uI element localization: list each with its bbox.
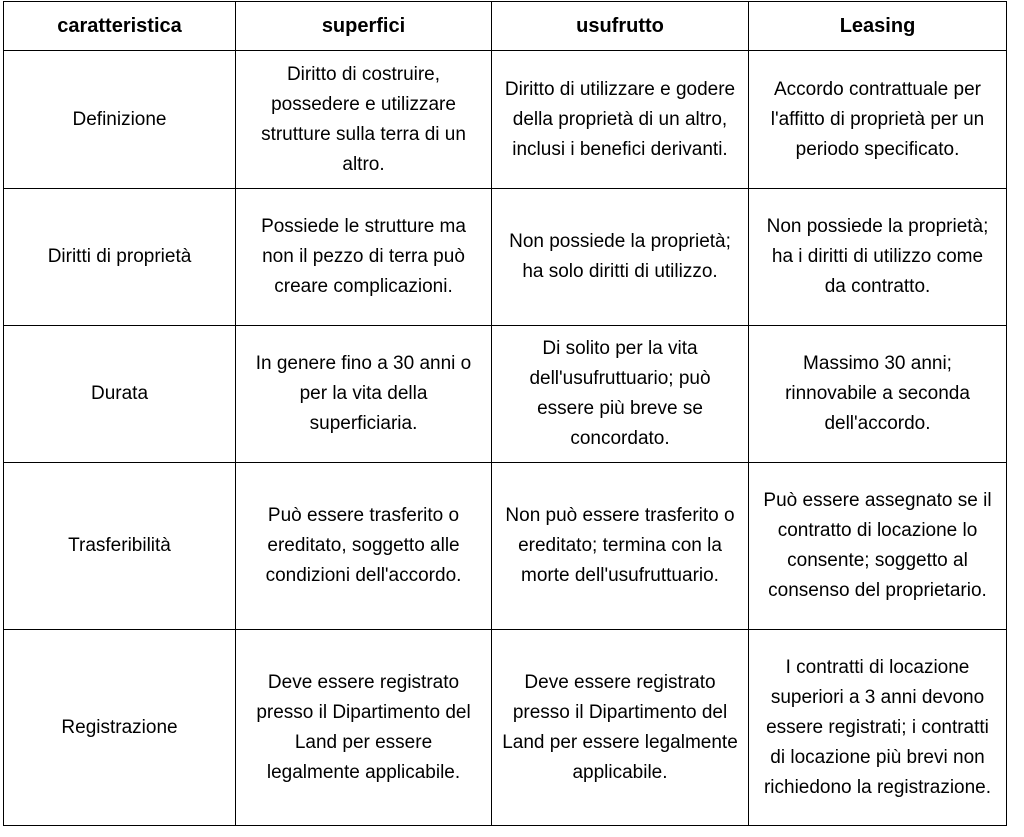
cell-superfici: Deve essere registrato presso il Dipartimento del Land per essere legalmente applicabile. xyxy=(236,630,492,826)
cell-superfici: Può essere trasferito o ereditato, soggetto alle condizioni dell'accordo. xyxy=(236,463,492,630)
header-usufrutto: usufrutto xyxy=(492,2,749,51)
header-superfici: superfici xyxy=(236,2,492,51)
cell-leasing: I contratti di locazione superiori a 3 anni devono essere registrati; i contratti di locazione più brevi non richiedono la registrazione. xyxy=(749,630,1007,826)
row-label: Durata xyxy=(4,326,236,463)
table-row xyxy=(4,463,1007,630)
comparison-table xyxy=(3,1,1007,826)
cell-leasing: Può essere assegnato se il contratto di locazione lo consente; soggetto al consenso del proprietario. xyxy=(749,463,1007,630)
table-row xyxy=(4,326,1007,463)
table-row xyxy=(4,189,1007,326)
row-label: Definizione xyxy=(4,51,236,189)
cell-usufrutto: Non può essere trasferito o ereditato; termina con la morte dell'usufruttuario. xyxy=(492,463,749,630)
cell-superfici: In genere fino a 30 anni o per la vita della superficiaria. xyxy=(236,326,492,463)
row-label: Diritti di proprietà xyxy=(4,189,236,326)
cell-usufrutto: Di solito per la vita dell'usufruttuario; può essere più breve se concordato. xyxy=(492,326,749,463)
header-leasing: Leasing xyxy=(749,2,1007,51)
table-row xyxy=(4,630,1007,826)
table-row xyxy=(4,51,1007,189)
header-row xyxy=(4,2,1007,51)
cell-superfici: Diritto di costruire, possedere e utilizzare strutture sulla terra di un altro. xyxy=(236,51,492,189)
row-label: Registrazione xyxy=(4,630,236,826)
cell-usufrutto: Diritto di utilizzare e godere della proprietà di un altro, inclusi i benefici derivanti. xyxy=(492,51,749,189)
cell-superfici: Possiede le strutture ma non il pezzo di terra può creare complicazioni. xyxy=(236,189,492,326)
cell-usufrutto: Non possiede la proprietà; ha solo diritti di utilizzo. xyxy=(492,189,749,326)
cell-leasing: Accordo contrattuale per l'affitto di proprietà per un periodo specificato. xyxy=(749,51,1007,189)
header-caratteristica: caratteristica xyxy=(4,2,236,51)
row-label: Trasferibilità xyxy=(4,463,236,630)
cell-usufrutto: Deve essere registrato presso il Dipartimento del Land per essere legalmente applicabile. xyxy=(492,630,749,826)
cell-leasing: Massimo 30 anni; rinnovabile a seconda dell'accordo. xyxy=(749,326,1007,463)
cell-leasing: Non possiede la proprietà; ha i diritti di utilizzo come da contratto. xyxy=(749,189,1007,326)
